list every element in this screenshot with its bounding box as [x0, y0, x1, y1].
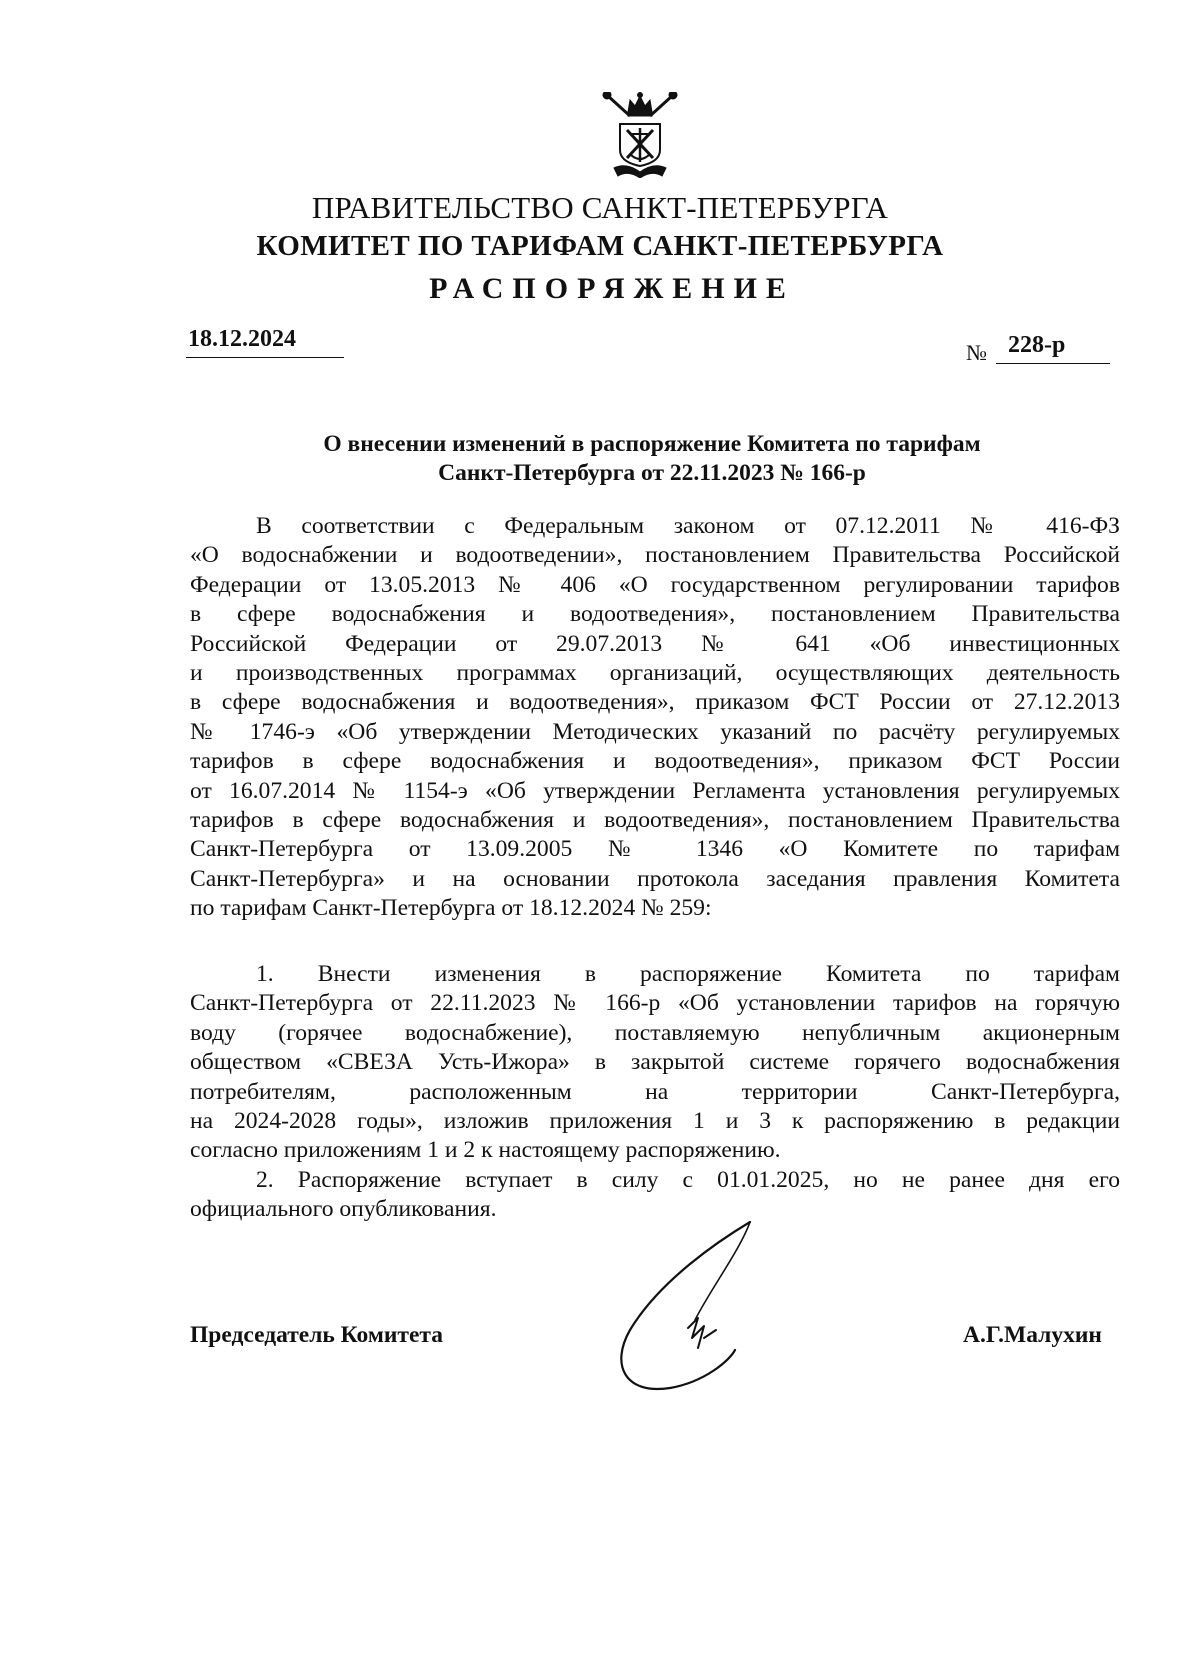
- government-heading: ПРАВИТЕЛЬСТВО САНКТ-ПЕТЕРБУРГА: [311, 190, 889, 225]
- text-line: Санкт-Петербурга от 13.09.2005 № 1346 «О Комитете по тарифам: [190, 836, 1120, 863]
- text-line: № 1746-э «Об утверждении Методических указаний по расчёту регулируемых: [190, 718, 1120, 745]
- text-line: в сфере водоснабжения и водоотведения», приказом ФСТ России от 27.12.2013: [190, 689, 1120, 716]
- text-line: на 2024-2028 годы», изложив приложения 1 и 3 к распоряжению в редакции: [190, 1107, 1120, 1134]
- committee-heading: КОМИТЕТ ПО ТАРИФАМ САНКТ-ПЕТЕРБУРГА: [256, 230, 944, 262]
- text-line: Санкт-Петербурга» и на основании протокола заседания правления Комитета: [190, 865, 1120, 892]
- document-type-heading: РАСПОРЯЖЕНИЕ: [429, 272, 795, 305]
- text-line: тарифов в сфере водоснабжения и водоотведения», постановлением Правительства: [190, 806, 1120, 833]
- date-underline: [186, 357, 344, 358]
- document-number: 228-р: [1008, 332, 1066, 358]
- signatory-title: Председатель Комитета: [190, 1322, 443, 1348]
- text-line: и производственных программах организаций, осуществляющих деятельность: [190, 659, 1120, 686]
- number-sign: №: [966, 340, 987, 365]
- text-line: тарифов в сфере водоснабжения и водоотведения», приказом ФСТ России: [190, 748, 1120, 775]
- number-underline: [996, 363, 1110, 364]
- text-line: Российской Федерации от 29.07.2013 № 641 «Об инвестиционных: [190, 630, 1120, 657]
- text-line: по тарифам Санкт-Петербурга от 18.12.2024 № 259:: [190, 895, 712, 922]
- document-date: 18.12.2024: [188, 326, 296, 352]
- text-line: Санкт-Петербурга от 22.11.2023 № 166-р «Об установлении тарифов на горячую: [190, 990, 1120, 1017]
- preamble-paragraph: [190, 512, 1120, 923]
- text-line: от 16.07.2014 № 1154-э «Об утверждении Регламента установления регулируемых: [190, 777, 1120, 804]
- text-line: 2. Распоряжение вступает в силу с 01.01.2025, но не ранее дня его: [256, 1167, 1120, 1193]
- signatory-name: А.Г.Малухин: [963, 1322, 1102, 1348]
- text-line: «О водоснабжении и водоотведении», постановлением Правительства Российской: [190, 542, 1120, 569]
- subject-line: О внесении изменений в распоряжение Комитета по тарифам: [323, 431, 981, 457]
- spb-coat-of-arms-icon: [600, 92, 680, 178]
- text-line: в сфере водоснабжения и водоотведения», постановлением Правительства: [190, 601, 1120, 628]
- subject-line: Санкт-Петербурга от 22.11.2023 № 166-р: [438, 460, 866, 486]
- text-line: Федерации от 13.05.2013 № 406 «О государственном регулировании тарифов: [190, 571, 1120, 598]
- text-line: 1. Внести изменения в распоряжение Комитета по тарифам: [256, 961, 1120, 987]
- text-line: потребителям, расположенным на территории Санкт-Петербурга,: [190, 1078, 1120, 1105]
- text-line: В соответствии с Федеральным законом от 07.12.2011 № 416-ФЗ: [256, 513, 1120, 539]
- item-1-paragraph: [190, 960, 1120, 1166]
- text-line: согласно приложениям 1 и 2 к настоящему распоряжению.: [190, 1137, 781, 1164]
- text-line: обществом «СВЕЗА Усть-Ижора» в закрытой системе горячего водоснабжения: [190, 1049, 1120, 1076]
- handwritten-signature-icon: [600, 1210, 775, 1400]
- text-line: воду (горячее водоснабжение), поставляемую непубличным акционерным: [190, 1019, 1120, 1046]
- text-line: официального опубликования.: [190, 1196, 497, 1223]
